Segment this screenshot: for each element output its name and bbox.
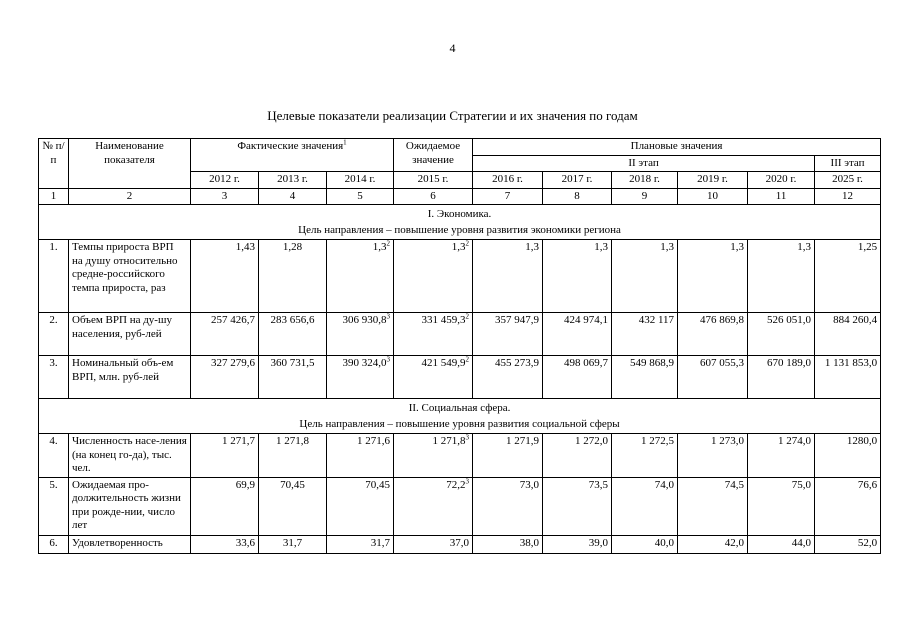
value-text: 498 069,7 bbox=[564, 357, 609, 369]
value-text: 1,3 bbox=[372, 241, 387, 253]
value-text: 283 656,6 bbox=[270, 314, 315, 326]
year-header: 2019 г. bbox=[678, 172, 748, 189]
indicator-name: Ожидаемая про-должительность жизни при рожде-нии, число лет bbox=[69, 477, 191, 535]
value-cell bbox=[327, 313, 394, 356]
value-text: 327 279,6 bbox=[211, 357, 255, 369]
value-cell bbox=[612, 434, 678, 478]
value-text: 73,5 bbox=[588, 478, 609, 491]
section-header bbox=[39, 205, 881, 240]
column-number: 3 bbox=[191, 188, 259, 205]
column-number: 7 bbox=[473, 188, 543, 205]
year-header: 2015 г. bbox=[394, 172, 473, 189]
value-text: 1 271,7 bbox=[222, 435, 255, 447]
value-cell bbox=[394, 313, 473, 356]
value-cell bbox=[543, 313, 612, 356]
value-text: 357 947,9 bbox=[495, 314, 540, 326]
value-text: 33,6 bbox=[235, 536, 255, 549]
value-cell bbox=[191, 356, 259, 399]
value-cell bbox=[473, 535, 543, 553]
row-number: 6. bbox=[39, 535, 69, 553]
value-text: 70,45 bbox=[365, 478, 391, 491]
column-number: 1 bbox=[39, 188, 69, 205]
header-column-numbers-row bbox=[39, 188, 881, 205]
footnote-mark: 2 bbox=[386, 239, 391, 248]
value-text: 1 271,8 bbox=[276, 435, 309, 447]
value-cell bbox=[612, 535, 678, 553]
header-stage-3: III этап bbox=[815, 155, 881, 172]
row-number: 4. bbox=[39, 434, 69, 478]
value-cell bbox=[612, 356, 678, 399]
header-row-1 bbox=[39, 139, 881, 156]
header-planned: Плановые значения bbox=[473, 139, 881, 156]
indicator-name: Численность насе-ления (на конец го-да), тыс. чел. bbox=[69, 434, 191, 478]
header-actual bbox=[191, 139, 394, 172]
value-cell bbox=[191, 240, 259, 313]
value-text: 1,25 bbox=[857, 241, 878, 253]
table-body bbox=[39, 139, 881, 554]
column-number: 8 bbox=[543, 188, 612, 205]
header-expected: Ожидаемое значение bbox=[394, 139, 473, 172]
footnote-mark: 3 bbox=[386, 312, 391, 321]
value-cell bbox=[394, 240, 473, 313]
value-text: 44,0 bbox=[791, 536, 812, 549]
value-cell bbox=[815, 535, 881, 553]
value-text: 72,2 bbox=[446, 478, 466, 491]
value-cell bbox=[191, 535, 259, 553]
year-header: 2012 г. bbox=[191, 172, 259, 189]
column-number: 4 bbox=[259, 188, 327, 205]
year-header: 2016 г. bbox=[473, 172, 543, 189]
column-number: 2 bbox=[69, 188, 191, 205]
column-number: 9 bbox=[612, 188, 678, 205]
value-text: 1 273,0 bbox=[711, 435, 745, 447]
table-row bbox=[39, 477, 881, 535]
value-text: 52,0 bbox=[857, 536, 878, 549]
value-cell bbox=[259, 356, 327, 399]
value-cell bbox=[473, 240, 543, 313]
section-goal: Цель направления – повышение уровня развития социальной сферы bbox=[299, 418, 620, 430]
value-cell bbox=[191, 313, 259, 356]
footnote-mark: 2 bbox=[465, 312, 470, 321]
value-text: 73,0 bbox=[519, 478, 540, 491]
year-header: 2017 г. bbox=[543, 172, 612, 189]
value-text: 1,3 bbox=[730, 241, 745, 253]
value-cell bbox=[473, 477, 543, 535]
section-title: II. Социальная сфера. bbox=[408, 402, 511, 414]
value-text: 476 869,8 bbox=[700, 314, 745, 326]
value-text: 69,9 bbox=[235, 478, 255, 491]
value-text: 670 189,0 bbox=[767, 357, 812, 369]
indicator-name: Удовлетворенность bbox=[69, 535, 191, 553]
value-cell bbox=[259, 313, 327, 356]
year-header: 2014 г. bbox=[327, 172, 394, 189]
footnote-mark: 2 bbox=[465, 239, 470, 248]
page-number: 4 bbox=[449, 41, 456, 55]
value-text: 455 273,9 bbox=[495, 357, 540, 369]
value-text: 421 549,9 bbox=[421, 357, 466, 369]
indicator-name: Объем ВРП на ду-шу населения, руб-лей bbox=[69, 313, 191, 356]
value-text: 74,5 bbox=[724, 478, 745, 491]
value-cell bbox=[748, 535, 815, 553]
footnote-mark: 3 bbox=[465, 477, 470, 485]
table-row bbox=[39, 535, 881, 553]
indicator-name: Номинальный объ-ем ВРП, млн. руб-лей bbox=[69, 356, 191, 399]
value-text: 1,3 bbox=[797, 241, 812, 253]
value-cell bbox=[473, 356, 543, 399]
value-text: 1,3 bbox=[594, 241, 609, 253]
year-header: 2025 г. bbox=[815, 172, 881, 189]
value-text: 306 930,8 bbox=[342, 314, 387, 326]
column-number: 5 bbox=[327, 188, 394, 205]
value-cell bbox=[748, 356, 815, 399]
value-text: 74,0 bbox=[654, 478, 675, 491]
value-cell bbox=[612, 477, 678, 535]
value-text: 432 117 bbox=[638, 314, 675, 326]
indicators-table bbox=[38, 138, 881, 554]
value-cell bbox=[748, 240, 815, 313]
value-cell bbox=[191, 477, 259, 535]
value-cell bbox=[748, 477, 815, 535]
value-cell bbox=[815, 240, 881, 313]
value-text: 37,0 bbox=[449, 536, 470, 549]
column-number: 10 bbox=[678, 188, 748, 205]
header-actual-note: 1 bbox=[343, 138, 347, 147]
value-text: 1,3 bbox=[525, 241, 540, 253]
table-row bbox=[39, 240, 881, 313]
table-row bbox=[39, 356, 881, 399]
value-cell bbox=[748, 313, 815, 356]
table-row bbox=[39, 313, 881, 356]
value-cell bbox=[394, 535, 473, 553]
row-number: 2. bbox=[39, 313, 69, 356]
value-cell bbox=[543, 535, 612, 553]
value-text: 31,7 bbox=[282, 536, 303, 549]
value-text: 1 272,0 bbox=[575, 435, 609, 447]
value-text: 1 131 853,0 bbox=[824, 357, 878, 369]
row-number: 5. bbox=[39, 477, 69, 535]
value-text: 1280,0 bbox=[846, 435, 878, 447]
value-text: 1,3 bbox=[660, 241, 675, 253]
value-text: 39,0 bbox=[588, 536, 609, 549]
value-text: 390 324,0 bbox=[342, 357, 387, 369]
value-cell bbox=[327, 434, 394, 478]
value-text: 331 459,3 bbox=[421, 314, 466, 326]
value-text: 549 868,9 bbox=[630, 357, 675, 369]
value-cell bbox=[678, 434, 748, 478]
value-cell bbox=[543, 240, 612, 313]
value-cell bbox=[543, 477, 612, 535]
table-row bbox=[39, 434, 881, 478]
indicator-name: Темпы прироста ВРП на душу относительно средне-российского темпа прироста, раз bbox=[69, 240, 191, 313]
value-cell bbox=[815, 477, 881, 535]
year-header: 2018 г. bbox=[612, 172, 678, 189]
value-text: 607 055,3 bbox=[700, 357, 745, 369]
header-stage-2: II этап bbox=[473, 155, 815, 172]
value-cell bbox=[543, 434, 612, 478]
header-name: Наименование показателя bbox=[69, 139, 191, 189]
value-cell bbox=[394, 356, 473, 399]
footnote-mark: 3 bbox=[465, 433, 470, 442]
column-number: 6 bbox=[394, 188, 473, 205]
value-cell bbox=[748, 434, 815, 478]
section-title: I. Экономика. bbox=[427, 208, 492, 220]
row-number: 3. bbox=[39, 356, 69, 399]
value-cell bbox=[327, 356, 394, 399]
value-text: 40,0 bbox=[654, 536, 675, 549]
value-cell bbox=[259, 477, 327, 535]
section-header-row bbox=[39, 399, 881, 434]
value-text: 31,7 bbox=[370, 536, 391, 549]
value-cell bbox=[612, 313, 678, 356]
value-text: 1 271,8 bbox=[432, 435, 466, 447]
value-text: 1,3 bbox=[451, 241, 466, 253]
value-cell bbox=[678, 477, 748, 535]
value-cell bbox=[678, 535, 748, 553]
value-cell bbox=[815, 313, 881, 356]
value-text: 884 260,4 bbox=[833, 314, 878, 326]
value-cell bbox=[473, 313, 543, 356]
value-text: 360 731,5 bbox=[270, 357, 315, 369]
value-cell bbox=[327, 535, 394, 553]
column-number: 12 bbox=[815, 188, 881, 205]
value-cell bbox=[678, 240, 748, 313]
value-text: 526 051,0 bbox=[767, 314, 812, 326]
value-text: 70,45 bbox=[280, 478, 305, 491]
value-text: 76,6 bbox=[857, 478, 878, 491]
footnote-mark: 3 bbox=[386, 355, 391, 364]
section-header bbox=[39, 399, 881, 434]
value-cell bbox=[394, 477, 473, 535]
section-header-row bbox=[39, 205, 881, 240]
value-cell bbox=[259, 535, 327, 553]
value-text: 1 271,6 bbox=[357, 435, 391, 447]
value-text: 1,28 bbox=[282, 241, 303, 253]
section-goal: Цель направления – повышение уровня развития экономики региона bbox=[298, 224, 621, 236]
column-number: 11 bbox=[748, 188, 815, 205]
value-cell bbox=[678, 313, 748, 356]
header-num: № п/п bbox=[39, 139, 69, 189]
value-cell bbox=[612, 240, 678, 313]
footnote-mark: 2 bbox=[465, 355, 470, 364]
year-header: 2020 г. bbox=[748, 172, 815, 189]
row-number: 1. bbox=[39, 240, 69, 313]
value-text: 1 272,5 bbox=[641, 435, 675, 447]
header-actual-label: Фактические значения bbox=[237, 140, 344, 152]
value-cell bbox=[678, 356, 748, 399]
value-text: 424 974,1 bbox=[564, 314, 609, 326]
value-cell bbox=[543, 356, 612, 399]
value-cell bbox=[327, 477, 394, 535]
value-text: 257 426,7 bbox=[211, 314, 255, 326]
document-title: Целевые показатели реализации Стратегии и их значения по годам bbox=[267, 108, 638, 123]
value-cell bbox=[473, 434, 543, 478]
value-text: 1 274,0 bbox=[778, 435, 812, 447]
value-text: 38,0 bbox=[519, 536, 540, 549]
value-text: 75,0 bbox=[791, 478, 812, 491]
value-cell bbox=[394, 434, 473, 478]
value-cell bbox=[259, 240, 327, 313]
value-cell bbox=[815, 356, 881, 399]
value-text: 42,0 bbox=[724, 536, 745, 549]
value-cell bbox=[259, 434, 327, 478]
value-cell bbox=[191, 434, 259, 478]
year-header: 2013 г. bbox=[259, 172, 327, 189]
value-cell bbox=[327, 240, 394, 313]
value-text: 1,43 bbox=[235, 241, 255, 253]
value-cell bbox=[815, 434, 881, 478]
value-text: 1 271,9 bbox=[506, 435, 540, 447]
